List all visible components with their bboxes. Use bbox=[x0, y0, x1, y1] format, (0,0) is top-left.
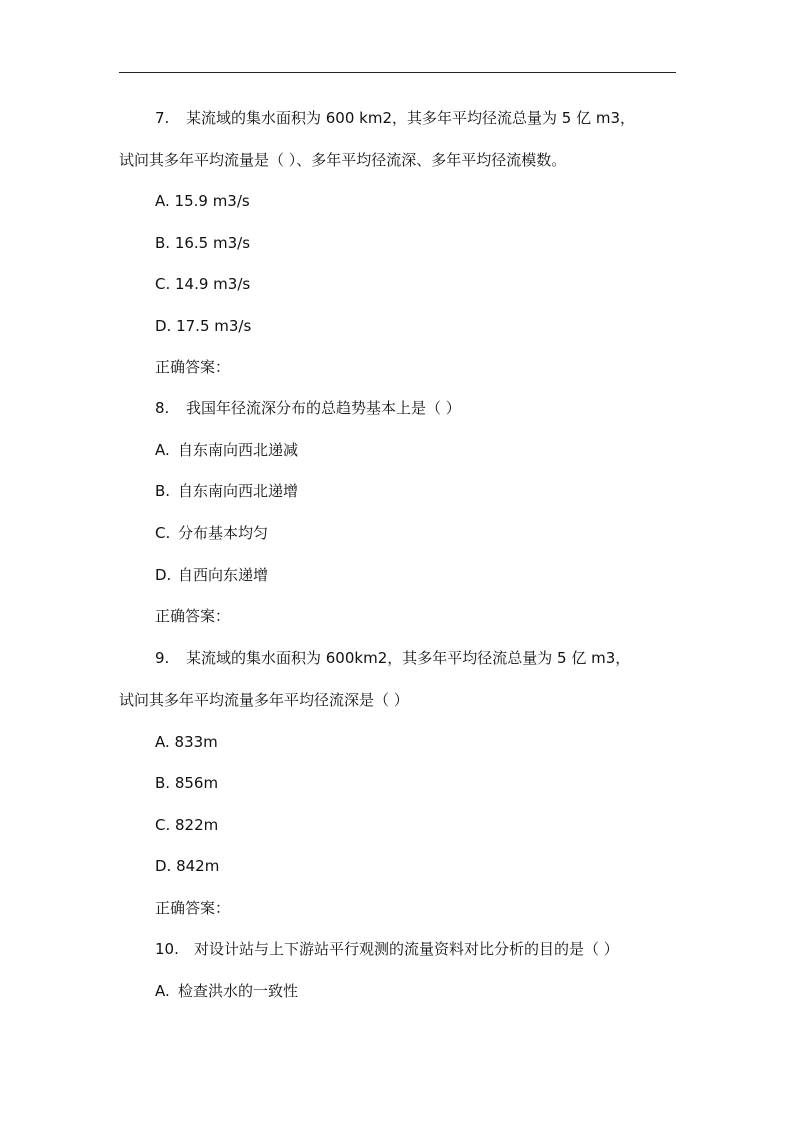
question-9-option-d: D. 842m bbox=[155, 857, 220, 875]
question-9-option-a: A. 833m bbox=[155, 733, 218, 751]
question-7-line-2: 试问其多年平均流量是（ ）、多年平均径流深、多年平均径流模数。 bbox=[119, 151, 567, 169]
question-9-option-b: B. 856m bbox=[155, 774, 219, 792]
question-8-text: 我国年径流深分布的总趋势基本上是（ ） bbox=[186, 399, 461, 417]
question-10-number: 10. bbox=[155, 940, 179, 958]
question-8-option-b-letter: B. bbox=[155, 482, 171, 500]
header-rule bbox=[119, 72, 676, 73]
question-9-text: 某流域的集水面积为 600km2，其多年平均径流总量为 5 亿 m3， bbox=[186, 649, 631, 667]
question-10-option-a bbox=[155, 981, 298, 1001]
question-8-answer-label: 正确答案： bbox=[155, 607, 231, 625]
question-8-option-a bbox=[155, 440, 298, 460]
question-7-option-d: D. 17.5 m3/s bbox=[155, 317, 252, 335]
question-7-text: 某流域的集水面积为 600 km2，其多年平均径流总量为 5 亿 m3， bbox=[186, 109, 636, 127]
question-7-number: 7. bbox=[155, 109, 170, 127]
question-8-option-d bbox=[155, 565, 268, 585]
question-7-option-a: A. 15.9 m3/s bbox=[155, 192, 250, 210]
question-8-option-b-text: 自东南向西北递增 bbox=[178, 482, 299, 500]
question-10-text: 对设计站与上下游站平行观测的流量资料对比分析的目的是（ ） bbox=[194, 940, 619, 958]
question-8-option-c-text: 分布基本均匀 bbox=[178, 524, 269, 542]
question-7-line-1 bbox=[155, 108, 635, 128]
question-9-answer-label: 正确答案： bbox=[155, 899, 231, 917]
question-9-number: 9. bbox=[155, 649, 170, 667]
question-10-option-a-text: 检查洪水的一致性 bbox=[178, 982, 299, 1000]
question-8-line-1 bbox=[155, 398, 461, 418]
question-10-line-1 bbox=[155, 939, 619, 959]
question-9-line-1 bbox=[155, 648, 630, 668]
question-8-option-c-letter: C. bbox=[155, 524, 171, 542]
question-8-option-c bbox=[155, 523, 268, 543]
question-8-option-a-letter: A. bbox=[155, 441, 170, 459]
question-9-option-c: C. 822m bbox=[155, 816, 219, 834]
question-9-line-2: 试问其多年平均流量多年平均径流深是（ ） bbox=[119, 691, 409, 709]
question-8-option-b bbox=[155, 481, 298, 501]
question-8-option-d-letter: D. bbox=[155, 566, 172, 584]
question-7-answer-label: 正确答案： bbox=[155, 358, 231, 376]
question-10-option-a-letter: A. bbox=[155, 982, 170, 1000]
question-7-option-b: B. 16.5 m3/s bbox=[155, 234, 251, 252]
question-7-option-c: C. 14.9 m3/s bbox=[155, 275, 251, 293]
question-8-number: 8. bbox=[155, 399, 170, 417]
question-8-option-d-text: 自西向东递增 bbox=[178, 566, 269, 584]
question-8-option-a-text: 自东南向西北递减 bbox=[178, 441, 299, 459]
